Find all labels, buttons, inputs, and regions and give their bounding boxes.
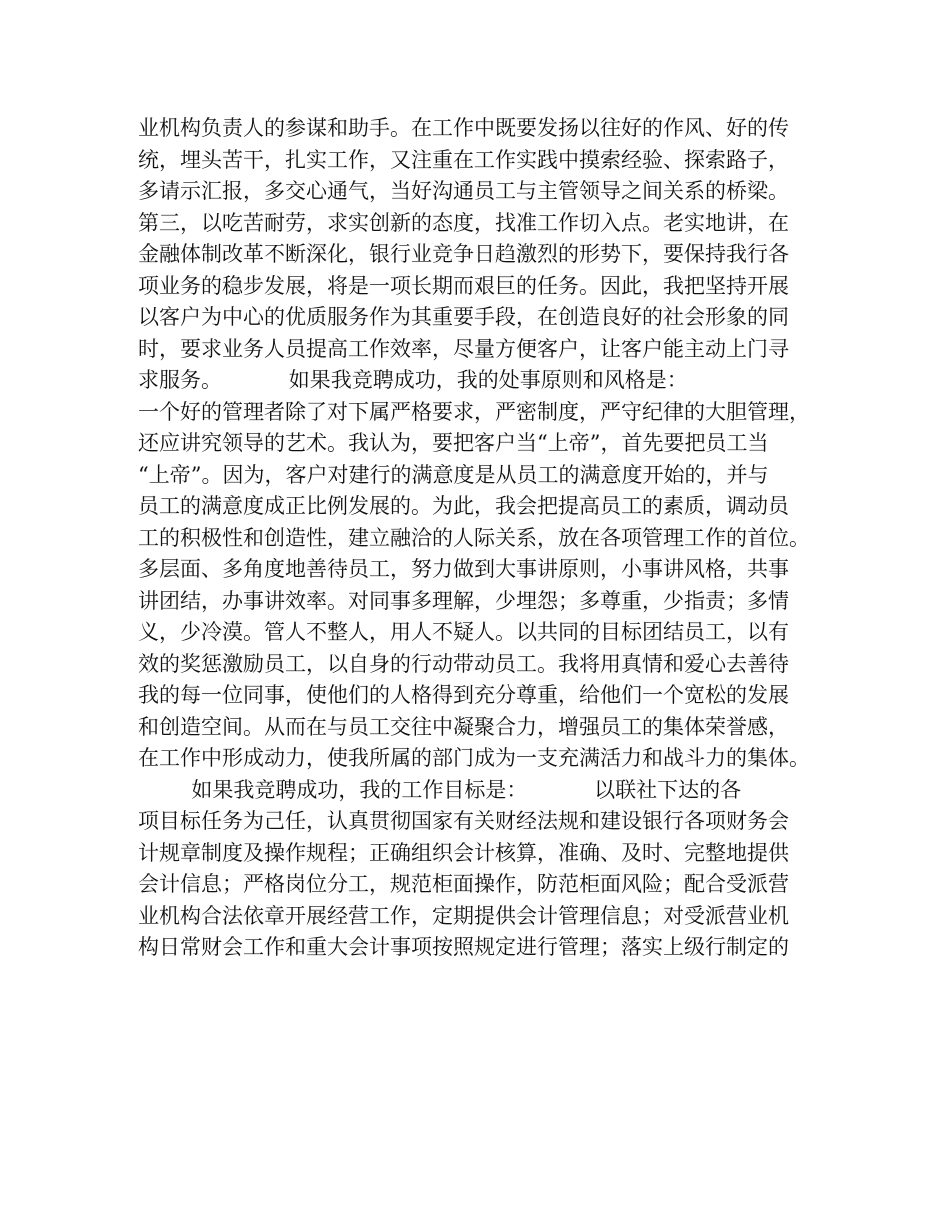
text-line-3: 多请示汇报，多交心通气，当好沟通员工与主管领导之间关系的桥梁。 [138, 179, 789, 203]
text-line-21: 在工作中形成动力，使我所属的部门成为一支充满活力和战斗力的集体。 [138, 746, 810, 770]
text-line-15: 多层面、多角度地善待员工，努力做到大事讲原则，小事讲风格，共事 [138, 557, 789, 581]
text-line-23: 项目标任务为己任，认真贯彻国家有关财经法规和建设银行各项财务会 [138, 809, 789, 833]
text-line-16: 讲团结，办事讲效率。对同事多理解，少埋怨；多尊重，少指责；多情 [138, 588, 789, 613]
text-line-9: 求服务。 如果我竞聘成功，我的处事原则和风格是： [138, 368, 688, 392]
text-line-4: 第三，以吃苦耐劳，求实创新的态度，找准工作切入点。老实地讲，在 [138, 210, 789, 235]
text-line-19: 我的每一位同事，使他们的人格得到充分尊重，给他们一个宽松的发展 [138, 683, 789, 707]
text-line-22: 如果我竞聘成功，我的工作目标是： 以联社下达的各 [138, 777, 742, 802]
text-line-11: 还应讲究领导的艺术。我认为，要把客户当“上帝”，首先要把员工当 [138, 431, 769, 455]
body-text [138, 113, 838, 964]
text-line-24: 计规章制度及操作规程；正确组织会计核算，准确、及时、完整地提供 [138, 840, 789, 865]
text-line-1: 业机构负责人的参谋和助手。在工作中既要发扬以往好的作风、好的传 [138, 116, 789, 140]
text-line-8: 时，要求业务人员提高工作效率，尽量方便客户，让客户能主动上门寻 [138, 336, 789, 361]
text-line-26: 业机构合法依章开展经营工作，定期提供会计管理信息；对受派营业机 [138, 903, 789, 928]
text-line-12: “上帝”。因为，客户对建行的满意度是从员工的满意度开始的，并与 [138, 462, 769, 487]
text-line-7: 以客户为中心的优质服务作为其重要手段，在创造良好的社会形象的同 [138, 305, 789, 329]
text-line-14: 工的积极性和创造性，建立融洽的人际关系，放在各项管理工作的首位。 [138, 525, 810, 550]
text-line-2: 统，埋头苦干，扎实工作，又注重在工作实践中摸索经验、探索路子， [138, 147, 789, 172]
text-line-20: 和创造空间。从而在与员工交往中凝聚合力，增强员工的集体荣誉感， [138, 714, 789, 739]
text-line-25: 会计信息；严格岗位分工，规范柜面操作，防范柜面风险；配合受派营 [138, 872, 789, 896]
text-line-10: 一个好的管理者除了对下属严格要求，严密制度，严守纪律的大胆管理， [138, 399, 810, 424]
text-line-5: 金融体制改革不断深化，银行业竞争日趋激烈的形势下，要保持我行各 [138, 242, 789, 266]
text-line-13: 员工的满意度成正比例发展的。为此，我会把提高员工的素质，调动员 [138, 494, 789, 518]
text-line-17: 义，少冷漠。管人不整人，用人不疑人。以共同的目标团结员工，以有 [138, 620, 789, 644]
text-line-27: 构日常财会工作和重大会计事项按照规定进行管理；落实上级行制定的 [138, 935, 789, 959]
text-line-6: 项业务的稳步发展，将是一项长期而艰巨的任务。因此，我把坚持开展 [138, 273, 789, 298]
text-line-18: 效的奖惩激励员工，以自身的行动带动员工。我将用真情和爱心去善待 [138, 651, 789, 676]
